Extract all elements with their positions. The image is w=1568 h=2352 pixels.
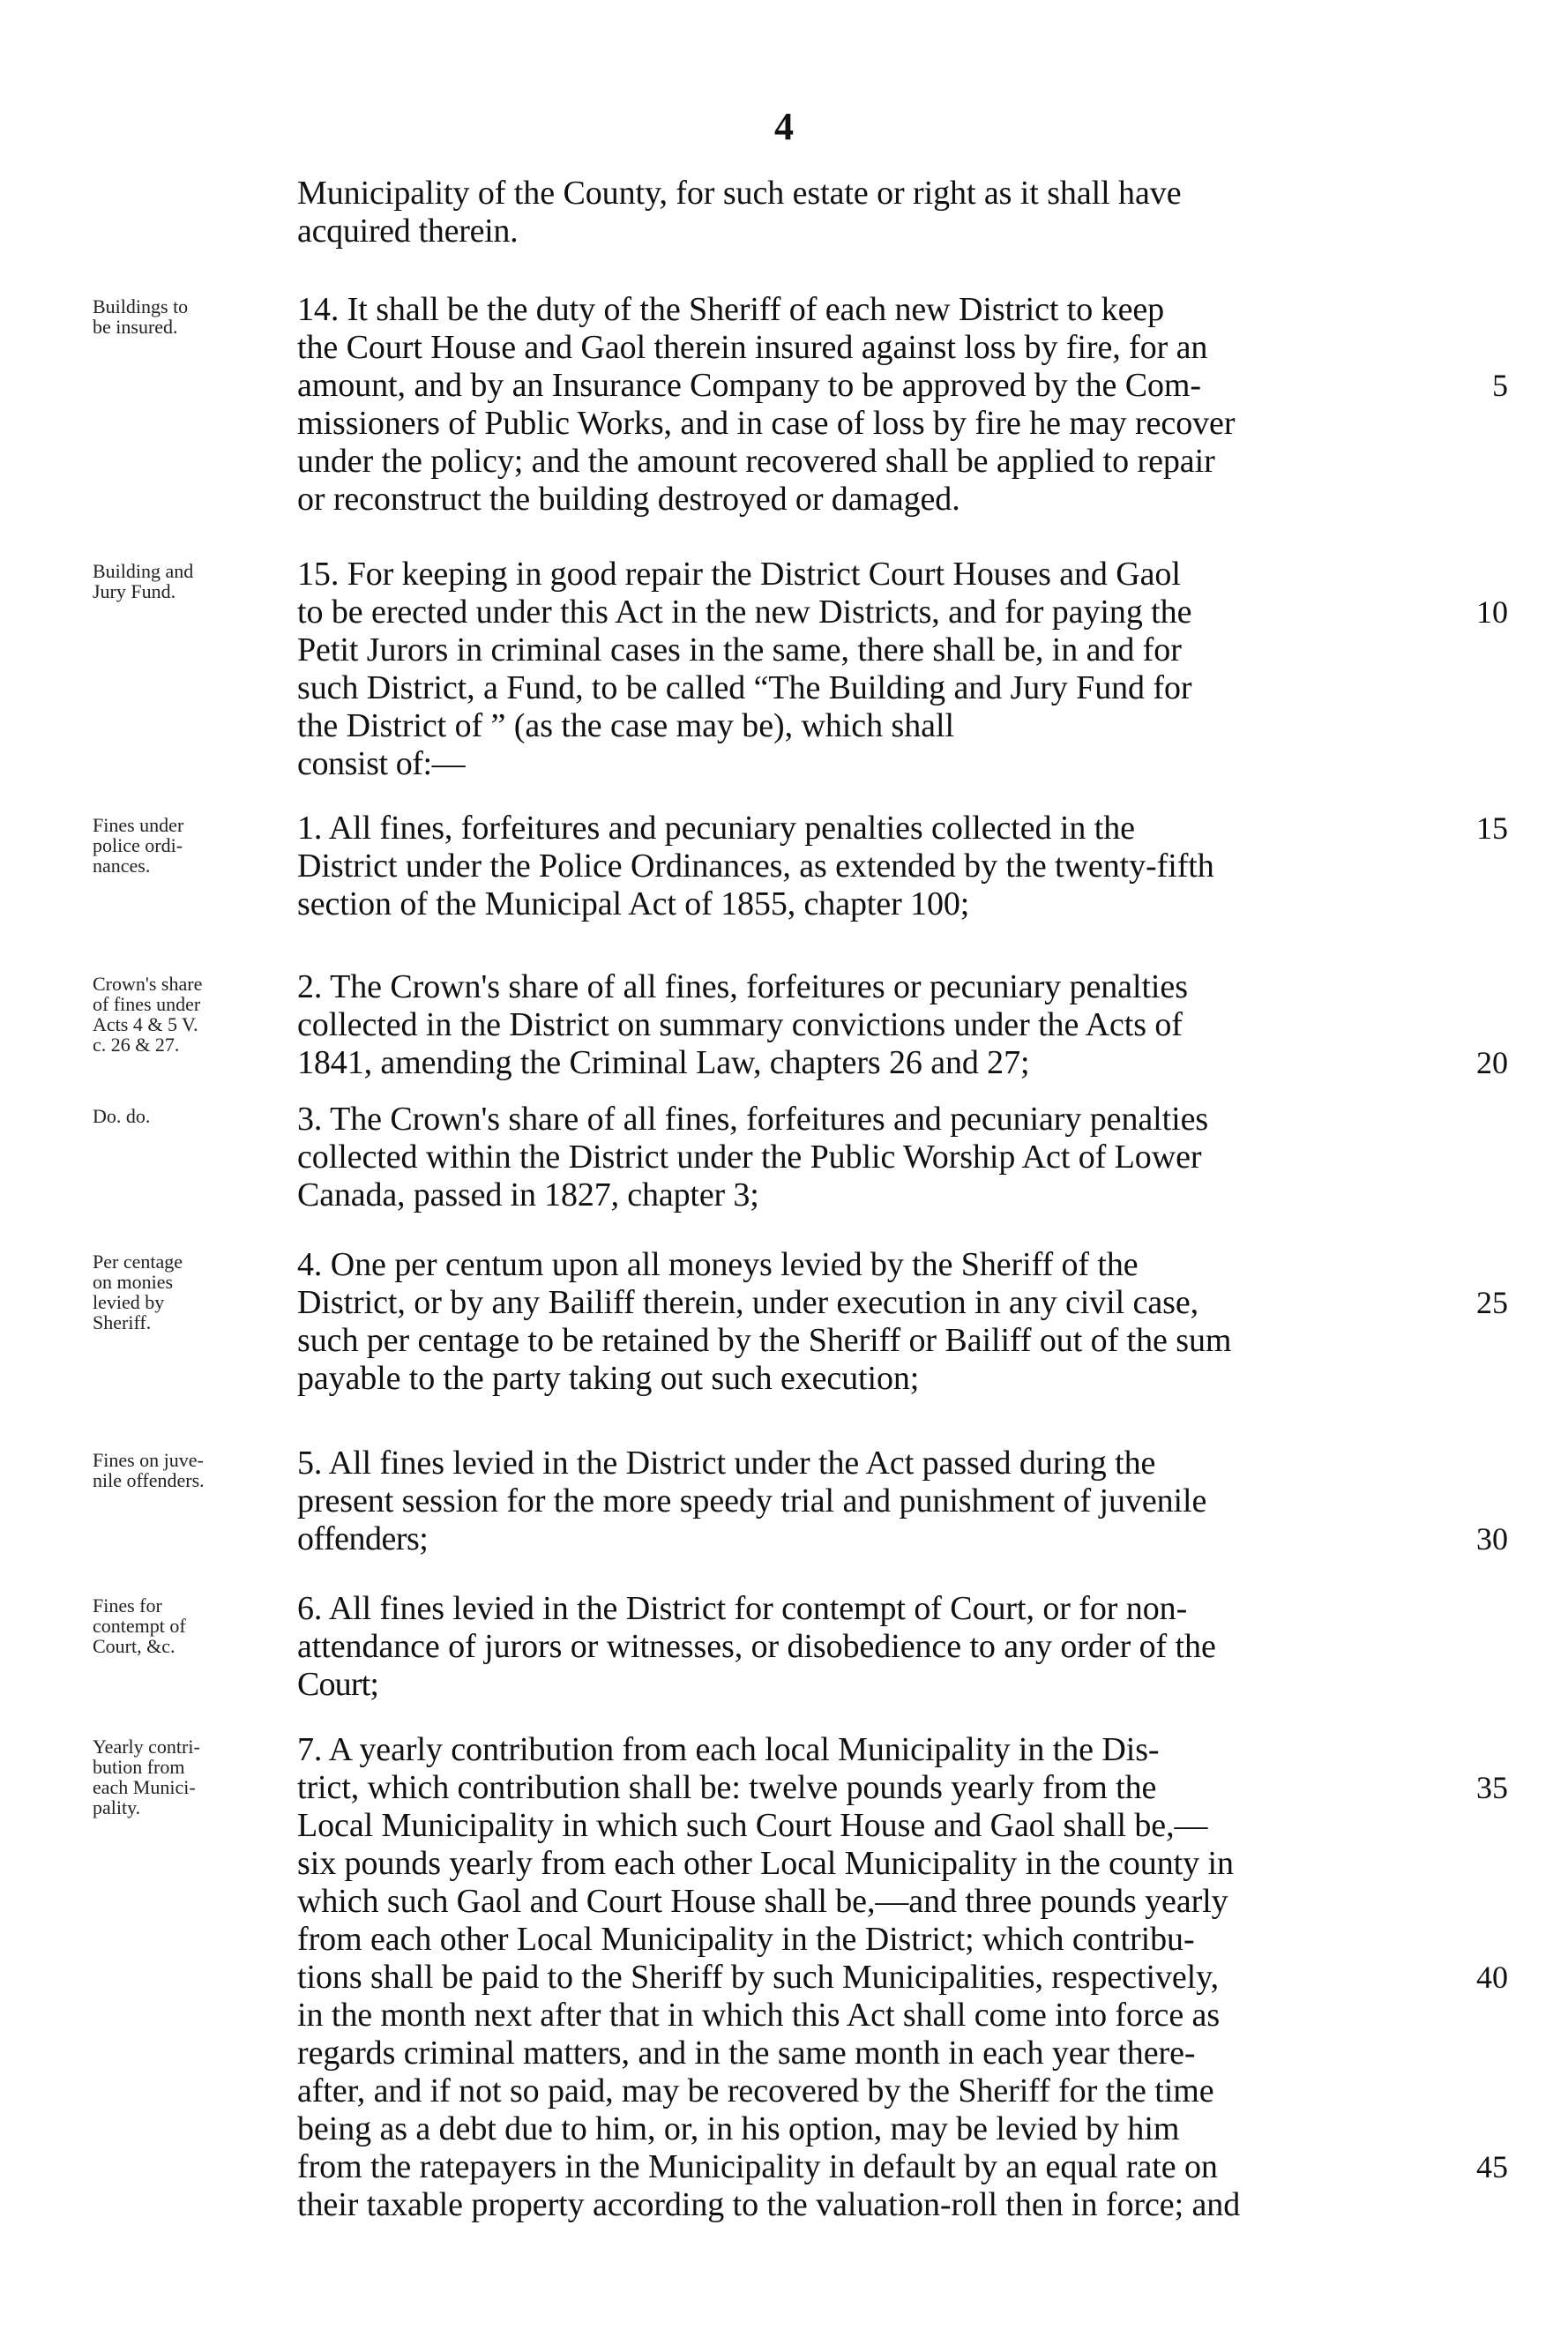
margin-note-line: c. 26 & 27. — [93, 1034, 180, 1056]
intro-paragraph — [297, 175, 1435, 250]
margin-note — [93, 1251, 278, 1333]
text-line: such District, a Fund, to be called “The Building and Jury Fund for — [297, 669, 1192, 706]
section-paragraph — [297, 1445, 1435, 1558]
text-line: such per centage to be retained by the Sheriff or Bailiff out of the sum — [297, 1322, 1232, 1359]
margin-note-line: bution from — [93, 1756, 185, 1778]
margin-note — [93, 561, 278, 601]
text-line: amount, and by an Insurance Company to be approved by the Com- — [297, 367, 1201, 404]
text-line: Municipality of the County, for such estate or right as it shall have — [297, 175, 1182, 212]
margin-note-line: pality. — [93, 1796, 141, 1818]
text-line: 1841, amending the Criminal Law, chapters 26 and 27; — [297, 1044, 1030, 1081]
text-line: 5. All fines levied in the District under the Act passed during the — [297, 1445, 1156, 1482]
margin-note-line: be insured. — [93, 316, 178, 338]
text-line: the District of ” (as the case may be), which shall — [297, 707, 954, 744]
margin-note — [93, 974, 278, 1055]
text-line: under the policy; and the amount recovered shall be applied to repair — [297, 443, 1215, 480]
section-paragraph — [297, 810, 1435, 923]
margin-note-line: nances. — [93, 855, 151, 877]
text-line: 1. All fines, forfeitures and pecuniary penalties collected in the — [297, 810, 1135, 847]
line-number: 25 — [1476, 1285, 1508, 1320]
section-paragraph — [297, 1246, 1435, 1398]
line-number: 20 — [1476, 1045, 1508, 1080]
section-paragraph — [297, 1590, 1435, 1704]
margin-note — [93, 1450, 278, 1490]
page-number: 4 — [774, 105, 794, 148]
section-paragraph — [297, 968, 1435, 1082]
text-line: section of the Municipal Act of 1855, chapter 100; — [297, 885, 970, 922]
margin-note-line: Fines under — [93, 814, 184, 836]
text-line: collected in the District on summary convictions under the Acts of — [297, 1006, 1183, 1043]
text-line: being as a debt due to him, or, in his option, may be levied by him — [297, 2110, 1180, 2147]
text-line: 7. A yearly contribution from each local Municipality in the Dis- — [297, 1731, 1160, 1768]
text-line: Local Municipality in which such Court House and Gaol shall be,— — [297, 1807, 1208, 1844]
line-number: 30 — [1476, 1521, 1508, 1557]
text-line: trict, which contribution shall be: twelve pounds yearly from the — [297, 1769, 1157, 1806]
margin-note-line: Court, &c. — [93, 1635, 175, 1657]
margin-note — [93, 1736, 278, 1818]
text-line: tions shall be paid to the Sheriff by such Municipalities, respectively, — [297, 1959, 1220, 1996]
text-line: in the month next after that in which this Act shall come into force as — [297, 1997, 1221, 2034]
text-line: or reconstruct the building destroyed or damaged. — [297, 481, 960, 518]
line-number: 10 — [1476, 594, 1508, 630]
text-line: District, or by any Bailiff therein, under execution in any civil case, — [297, 1284, 1199, 1321]
line-number: 45 — [1476, 2149, 1508, 2184]
text-line: Court; — [297, 1666, 379, 1703]
text-line: 15. For keeping in good repair the District Court Houses and Gaol — [297, 556, 1181, 593]
margin-note-line: Yearly contri- — [93, 1736, 200, 1758]
line-number: 40 — [1476, 1960, 1508, 1995]
text-line: 3. The Crown's share of all fines, forfeitures and pecuniary penalties — [297, 1101, 1209, 1138]
margin-note — [93, 815, 278, 876]
margin-note-line: Sheriff. — [93, 1311, 152, 1333]
text-line: attendance of jurors or witnesses, or disobedience to any order of the — [297, 1628, 1216, 1665]
text-line: consist of:— — [297, 745, 466, 782]
text-line: Petit Jurors in criminal cases in the same, there shall be, in and for — [297, 631, 1182, 668]
margin-note-line: Building and — [93, 560, 194, 582]
text-line: after, and if not so paid, may be recovered by the Sheriff for the time — [297, 2072, 1214, 2109]
text-line: 4. One per centum upon all moneys levied by the Sheriff of the — [297, 1246, 1139, 1283]
text-line: collected within the District under the Public Worship Act of Lower — [297, 1139, 1202, 1176]
line-number: 35 — [1476, 1770, 1508, 1805]
text-line: Canada, passed in 1827, chapter 3; — [297, 1176, 759, 1213]
text-line: which such Gaol and Court House shall be,—and three pounds yearly — [297, 1883, 1228, 1920]
text-line: to be erected under this Act in the new Districts, and for paying the — [297, 594, 1192, 631]
margin-note-line: of fines under — [93, 993, 201, 1015]
text-line: missioners of Public Works, and in case of loss by fire he may recover — [297, 405, 1236, 442]
margin-note — [93, 1106, 278, 1126]
margin-note-line: Acts 4 & 5 V. — [93, 1013, 198, 1035]
margin-note-line: Jury Fund. — [93, 580, 176, 602]
text-line: 6. All fines levied in the District for contempt of Court, or for non- — [297, 1590, 1188, 1627]
line-number: 15 — [1476, 810, 1508, 846]
margin-note-line: Do. do. — [93, 1105, 151, 1127]
text-line: present session for the more speedy trial and punishment of juvenile — [297, 1482, 1207, 1519]
text-line: offenders; — [297, 1520, 429, 1557]
text-line: 14. It shall be the duty of the Sheriff of each new District to keep — [297, 291, 1165, 328]
text-line: payable to the party taking out such execution; — [297, 1360, 920, 1397]
margin-note — [93, 296, 278, 337]
text-line: regards criminal matters, and in the same month in each year there- — [297, 2035, 1196, 2072]
section-paragraph — [297, 1731, 1435, 2224]
text-line: six pounds yearly from each other Local Municipality in the county in — [297, 1845, 1234, 1882]
text-line: their taxable property according to the valuation-roll then in force; and — [297, 2186, 1241, 2223]
text-line: from the ratepayers in the Municipality in default by an equal rate on — [297, 2148, 1218, 2185]
margin-note — [93, 1595, 278, 1656]
text-line: District under the Police Ordinances, as extended by the twenty-fifth — [297, 847, 1214, 885]
margin-note-line: nile offenders. — [93, 1469, 205, 1491]
margin-note-line: on monies — [93, 1271, 174, 1293]
margin-note-line: Crown's share — [93, 973, 203, 995]
margin-note-line: Fines on juve- — [93, 1449, 204, 1471]
section-paragraph — [297, 1101, 1435, 1214]
text-line: acquired therein. — [297, 213, 519, 250]
margin-note-line: Buildings to — [93, 295, 189, 317]
margin-note-line: Fines for — [93, 1594, 162, 1617]
margin-note-line: contempt of — [93, 1615, 186, 1637]
section-paragraph — [297, 291, 1435, 519]
margin-note-line: levied by — [93, 1291, 165, 1313]
margin-note-line: Per centage — [93, 1251, 183, 1273]
text-line: 2. The Crown's share of all fines, forfeitures or pecuniary penalties — [297, 968, 1188, 1005]
text-line: from each other Local Municipality in the District; which contribu- — [297, 1921, 1195, 1958]
text-line: the Court House and Gaol therein insured against loss by fire, for an — [297, 329, 1208, 366]
line-number: 5 — [1492, 368, 1508, 403]
margin-note-line: each Munici- — [93, 1776, 196, 1798]
margin-note-line: police ordi- — [93, 834, 183, 856]
section-paragraph — [297, 556, 1435, 783]
